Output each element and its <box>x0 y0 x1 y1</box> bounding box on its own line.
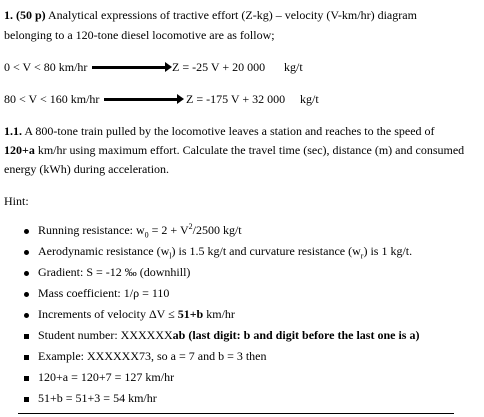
hint-student-number <box>38 328 419 343</box>
hint-aero-sub2: r <box>360 251 364 261</box>
equation-2-expr: Z = -175 V + 32 000 <box>186 92 286 106</box>
bullet-icon <box>24 376 29 381</box>
subquestion-line2 <box>4 143 464 158</box>
bullet-icon <box>24 313 29 318</box>
hint-running-mid: = 2 + V <box>148 223 189 237</box>
hint-velocity-increments <box>38 307 235 322</box>
hint-running-sub: 0 <box>144 230 149 240</box>
bottom-rule <box>18 413 454 414</box>
hint-aero-mid: ) is 1.5 kg/t and curvature resistance (w <box>171 244 361 258</box>
hint-label: Hint: <box>4 194 29 208</box>
bullet-icon <box>24 334 29 339</box>
hint-student-pre: Student number: XXXXXX <box>38 328 173 342</box>
hint-incr-bold: 51+b <box>177 307 204 321</box>
hint-incr-post: km/hr <box>203 307 235 321</box>
subquestion-line1 <box>4 124 435 139</box>
hint-example: Example: XXXXXX73, so a = 7 and b = 3 then <box>38 349 267 363</box>
bullet-icon <box>24 292 29 297</box>
hint-student-bold: ab (last digit: b and digit before the last one is a) <box>172 328 420 342</box>
equation-2-unit: kg/t <box>300 92 319 106</box>
hint-running-resistance <box>38 223 242 238</box>
question-title-line2: belonging to a 120-tone diesel locomotive are as follow; <box>4 28 275 42</box>
hint-running-pre: Running resistance: w <box>38 223 145 237</box>
subquestion-text: A 800-tone train pulled by the locomotive leaves a station and reaches to the speed of <box>24 124 435 138</box>
bullet-icon <box>24 250 29 255</box>
hint-mass-coefficient: Mass coefficient: 1/ρ = 110 <box>38 286 170 300</box>
hint-gradient: Gradient: S = -12 ‰ (downhill) <box>38 265 191 279</box>
subquestion-speed: 120+a <box>4 143 35 157</box>
hint-aero-sub: l <box>169 251 172 261</box>
equation-1-expr: Z = -25 V + 20 000 <box>172 60 266 74</box>
hint-running-post: /2500 kg/t <box>192 223 242 237</box>
question-title <box>4 8 417 23</box>
question-number: 1. <box>4 8 13 22</box>
equation-1-unit: kg/t <box>284 60 303 74</box>
subquestion-line2-text: km/hr using maximum effort. Calculate the travel time (sec), distance (m) and consumed <box>37 143 465 157</box>
hint-aero-post: ) is 1 kg/t. <box>363 244 413 258</box>
bullet-icon <box>24 271 29 276</box>
bullet-icon <box>24 397 29 402</box>
hint-incr-pre: Increments of velocity ΔV ≤ <box>38 307 178 321</box>
question-points: (50 p) <box>16 8 46 22</box>
hint-running-sup: 2 <box>188 222 193 231</box>
question-title-text: Analytical expressions of tractive effort (Z-kg) – velocity (V-km/hr) diagram <box>48 8 417 22</box>
equation-1-range: 0 < V < 80 km/hr <box>4 60 88 74</box>
subquestion-number: 1.1. <box>4 124 22 138</box>
hint-calc-speed: 120+a = 120+7 = 127 km/hr <box>38 370 175 384</box>
hint-aerodynamic-resistance <box>38 244 412 259</box>
hint-calc-increment: 51+b = 51+3 = 54 km/hr <box>38 391 157 405</box>
arrow-icon <box>92 66 166 69</box>
bullet-icon <box>24 355 29 360</box>
equation-2-range: 80 < V < 160 km/hr <box>4 92 100 106</box>
arrow-icon <box>104 98 178 101</box>
subquestion-line3: energy (kWh) during acceleration. <box>4 162 170 176</box>
bullet-icon <box>24 229 29 234</box>
hint-aero-pre: Aerodynamic resistance (w <box>38 244 170 258</box>
